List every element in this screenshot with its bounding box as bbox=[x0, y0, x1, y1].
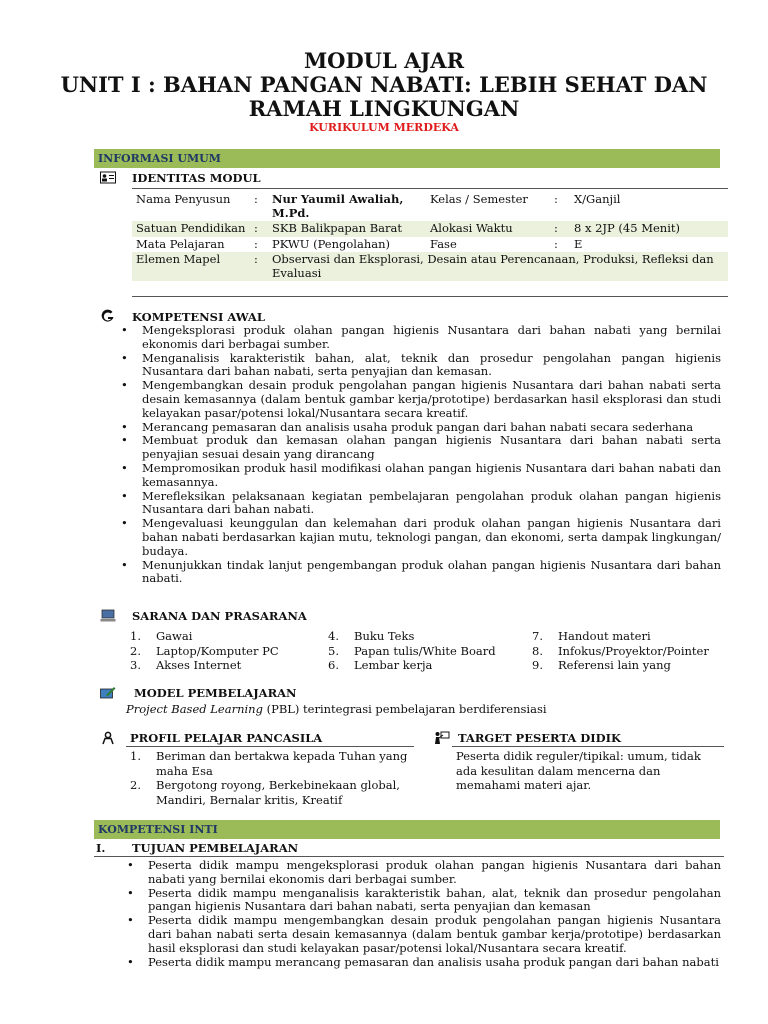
list-item: 5. Papan tulis/White Board bbox=[328, 643, 496, 658]
list-item: • Peserta didik mampu merancang pemasaran dan analisis usaha produk pangan dari bahan nabati bbox=[122, 956, 721, 970]
list-item: 2. Laptop/Komputer PC bbox=[130, 643, 279, 658]
model-text: Project Based Learning (PBL) terintegrasi pembelajaran berdiferensiasi bbox=[126, 702, 547, 716]
table-row bbox=[132, 221, 728, 237]
label-mata-pelajaran: Mata Pelajaran bbox=[136, 236, 225, 251]
separator: : bbox=[250, 252, 268, 281]
profil-list bbox=[130, 749, 407, 807]
tujuan-list bbox=[122, 859, 721, 969]
label-satuan-pendidikan: Satuan Pendidikan bbox=[132, 221, 250, 237]
identitas-modul-title: IDENTITAS MODUL bbox=[132, 171, 261, 185]
divider bbox=[126, 746, 414, 747]
value-fase: E bbox=[574, 236, 583, 251]
value-kelas-semester: X/Ganjil bbox=[574, 192, 621, 206]
section-bar-informasi-umum: INFORMASI UMUM bbox=[94, 149, 720, 168]
list-item: • Merancang pemasaran dan analisis usaha produk pangan dari bahan nabati secara sederhana bbox=[116, 421, 721, 435]
doc-title-line3: RAMAH LINGKUNGAN bbox=[248, 96, 520, 121]
target-title: TARGET PESERTA DIDIK bbox=[458, 731, 621, 745]
list-item: 2. Bergotong royong, Berkebinekaan global, bbox=[130, 778, 400, 792]
divider bbox=[132, 188, 728, 189]
table-row bbox=[132, 252, 728, 281]
list-item: • Membuat produk dan kemasan olahan pangan higienis Nusantara dari bahan nabati serta penyajian sesuai desain yang dirancang bbox=[116, 434, 721, 462]
list-item: • Peserta didik mampu mengembangkan desain produk pengolahan pangan higienis Nusantara dari bahan nabati serta desain kemasannya (dalam bentuk gambar kerja/prototipe) berdasarkan hasil eksplorasi dan studi kelayakan pasar/potensi lokal/Nusantara secara kreatif. bbox=[122, 914, 721, 955]
id-card-icon bbox=[100, 171, 116, 185]
doc-subtitle: KURIKULUM MERDEKA bbox=[309, 121, 459, 134]
target-text: Peserta didik reguler/tipikal: umum, tidak ada kesulitan dalam mencerna dan memahami materi ajar. bbox=[456, 749, 701, 792]
tujuan-title: TUJUAN PEMBELAJARAN bbox=[132, 841, 299, 855]
identitas-table bbox=[132, 192, 728, 281]
list-item: Mandiri, Bernalar kritis, Kreatif bbox=[156, 792, 343, 807]
separator: : bbox=[550, 221, 570, 237]
separator: : bbox=[250, 221, 268, 237]
list-item: • Mengevaluasi keunggulan dan kelemahan dari produk olahan pangan higienis Nusantara dari bahan nabati berdasarkan kajian mutu, teknologi pangan, dan ekonomi, serta dampak lingkungan/ budaya. bbox=[116, 517, 721, 558]
list-item: 1. Gawai bbox=[130, 629, 193, 643]
sarana-col-1 bbox=[130, 629, 279, 673]
laptop-icon bbox=[100, 609, 116, 623]
separator: : bbox=[254, 236, 258, 251]
table-row bbox=[132, 237, 728, 253]
section-bar-kompetensi-inti: KOMPETENSI INTI bbox=[94, 820, 720, 839]
divider bbox=[132, 296, 728, 297]
value-mata-pelajaran: PKWU (Pengolahan) bbox=[272, 236, 390, 251]
tujuan-number: I. bbox=[96, 841, 106, 855]
sarana-col-3 bbox=[532, 629, 709, 673]
list-item: • Mengembangkan desain produk pengolahan pangan higienis Nusantara dari bahan nabati serta desain kemasannya (dalam bentuk gambar kerja/prototipe) berdasarkan hasil eksplorasi dan studi kelayakan pasar/potensi lokal/Nusantara secara kreatif. bbox=[116, 379, 721, 420]
list-item: maha Esa bbox=[156, 763, 213, 778]
person-icon bbox=[100, 731, 116, 745]
sarana-title: SARANA DAN PRASARANA bbox=[132, 609, 307, 623]
value-alokasi-waktu: 8 x 2JP (45 Menit) bbox=[570, 221, 728, 237]
value-satuan-pendidikan: SKB Balikpapan Barat bbox=[268, 221, 426, 237]
label-alokasi-waktu: Alokasi Waktu bbox=[426, 221, 550, 237]
pencil-board-icon bbox=[100, 685, 116, 699]
kompetensi-awal-list bbox=[116, 324, 721, 586]
g-logo-icon bbox=[100, 309, 116, 323]
separator: : bbox=[554, 236, 558, 251]
value-elemen-mapel: Observasi dan Eksplorasi, Desain atau Perencanaan, Produksi, Refleksi dan Evaluasi bbox=[268, 252, 728, 281]
separator: : bbox=[254, 192, 258, 206]
list-item: 7. Handout materi bbox=[532, 629, 651, 643]
label-elemen-mapel: Elemen Mapel bbox=[132, 252, 250, 281]
list-item: • Menunjukkan tindak lanjut pengembangan produk olahan pangan higienis Nusantara dari bahan nabati. bbox=[116, 559, 721, 587]
list-item: 1. Beriman dan bertakwa kepada Tuhan yang bbox=[130, 749, 408, 763]
list-item: 6. Lembar kerja bbox=[328, 658, 433, 672]
model-title: MODEL PEMBELAJARAN bbox=[134, 686, 297, 700]
value-nama-penyusun: Nur Yaumil Awaliah, M.Pd. bbox=[272, 192, 404, 220]
list-item: 8. Infokus/Proyektor/Pointer bbox=[532, 643, 709, 658]
teacher-icon bbox=[434, 731, 450, 745]
list-item: • Menganalisis karakteristik bahan, alat, teknik dan prosedur pengolahan pangan higienis Nusantara dari bahan nabati, serta penyajian dan kemasan. bbox=[116, 352, 721, 380]
label-kelas-semester: Kelas / Semester bbox=[430, 192, 528, 206]
list-item: • Merefleksikan pelaksanaan kegiatan pembelajaran pengolahan produk olahan pangan higienis Nusantara dari bahan nabati. bbox=[116, 490, 721, 518]
list-item: • Mengeksplorasi produk olahan pangan higienis Nusantara dari bahan nabati yang bernilai ekonomis dari berbagai sumber. bbox=[116, 324, 721, 352]
list-item: • Mempromosikan produk hasil modifikasi olahan pangan higienis Nusantara dari bahan nabati dan kemasannya. bbox=[116, 462, 721, 490]
list-item: • Peserta didik mampu mengeksplorasi produk olahan pangan higienis Nusantara dari bahan nabati yang bernilai ekonomis dari berbagai sumber. bbox=[122, 859, 721, 887]
kompetensi-awal-title: KOMPETENSI AWAL bbox=[132, 310, 265, 324]
divider bbox=[94, 856, 724, 857]
sarana-col-2 bbox=[328, 629, 496, 673]
divider bbox=[452, 746, 724, 747]
list-item: 9. Referensi lain yang bbox=[532, 658, 671, 672]
list-item: 4. Buku Teks bbox=[328, 629, 415, 643]
doc-title-line2: UNIT I : BAHAN PANGAN NABATI: LEBIH SEHAT DAN bbox=[60, 72, 708, 97]
list-item: 3. Akses Internet bbox=[130, 658, 242, 672]
doc-title: MODUL AJAR bbox=[303, 48, 465, 73]
profil-title: PROFIL PELAJAR PANCASILA bbox=[130, 731, 323, 745]
list-item: • Peserta didik mampu menganalisis karakteristik bahan, alat, teknik dan prosedur pengolahan pangan higienis Nusantara dari bahan nabati, serta penyajian dan kemasan bbox=[122, 887, 721, 915]
separator: : bbox=[554, 192, 558, 206]
label-nama-penyusun: Nama Penyusun bbox=[136, 192, 231, 206]
table-row bbox=[132, 192, 728, 221]
label-fase: Fase bbox=[430, 236, 457, 251]
